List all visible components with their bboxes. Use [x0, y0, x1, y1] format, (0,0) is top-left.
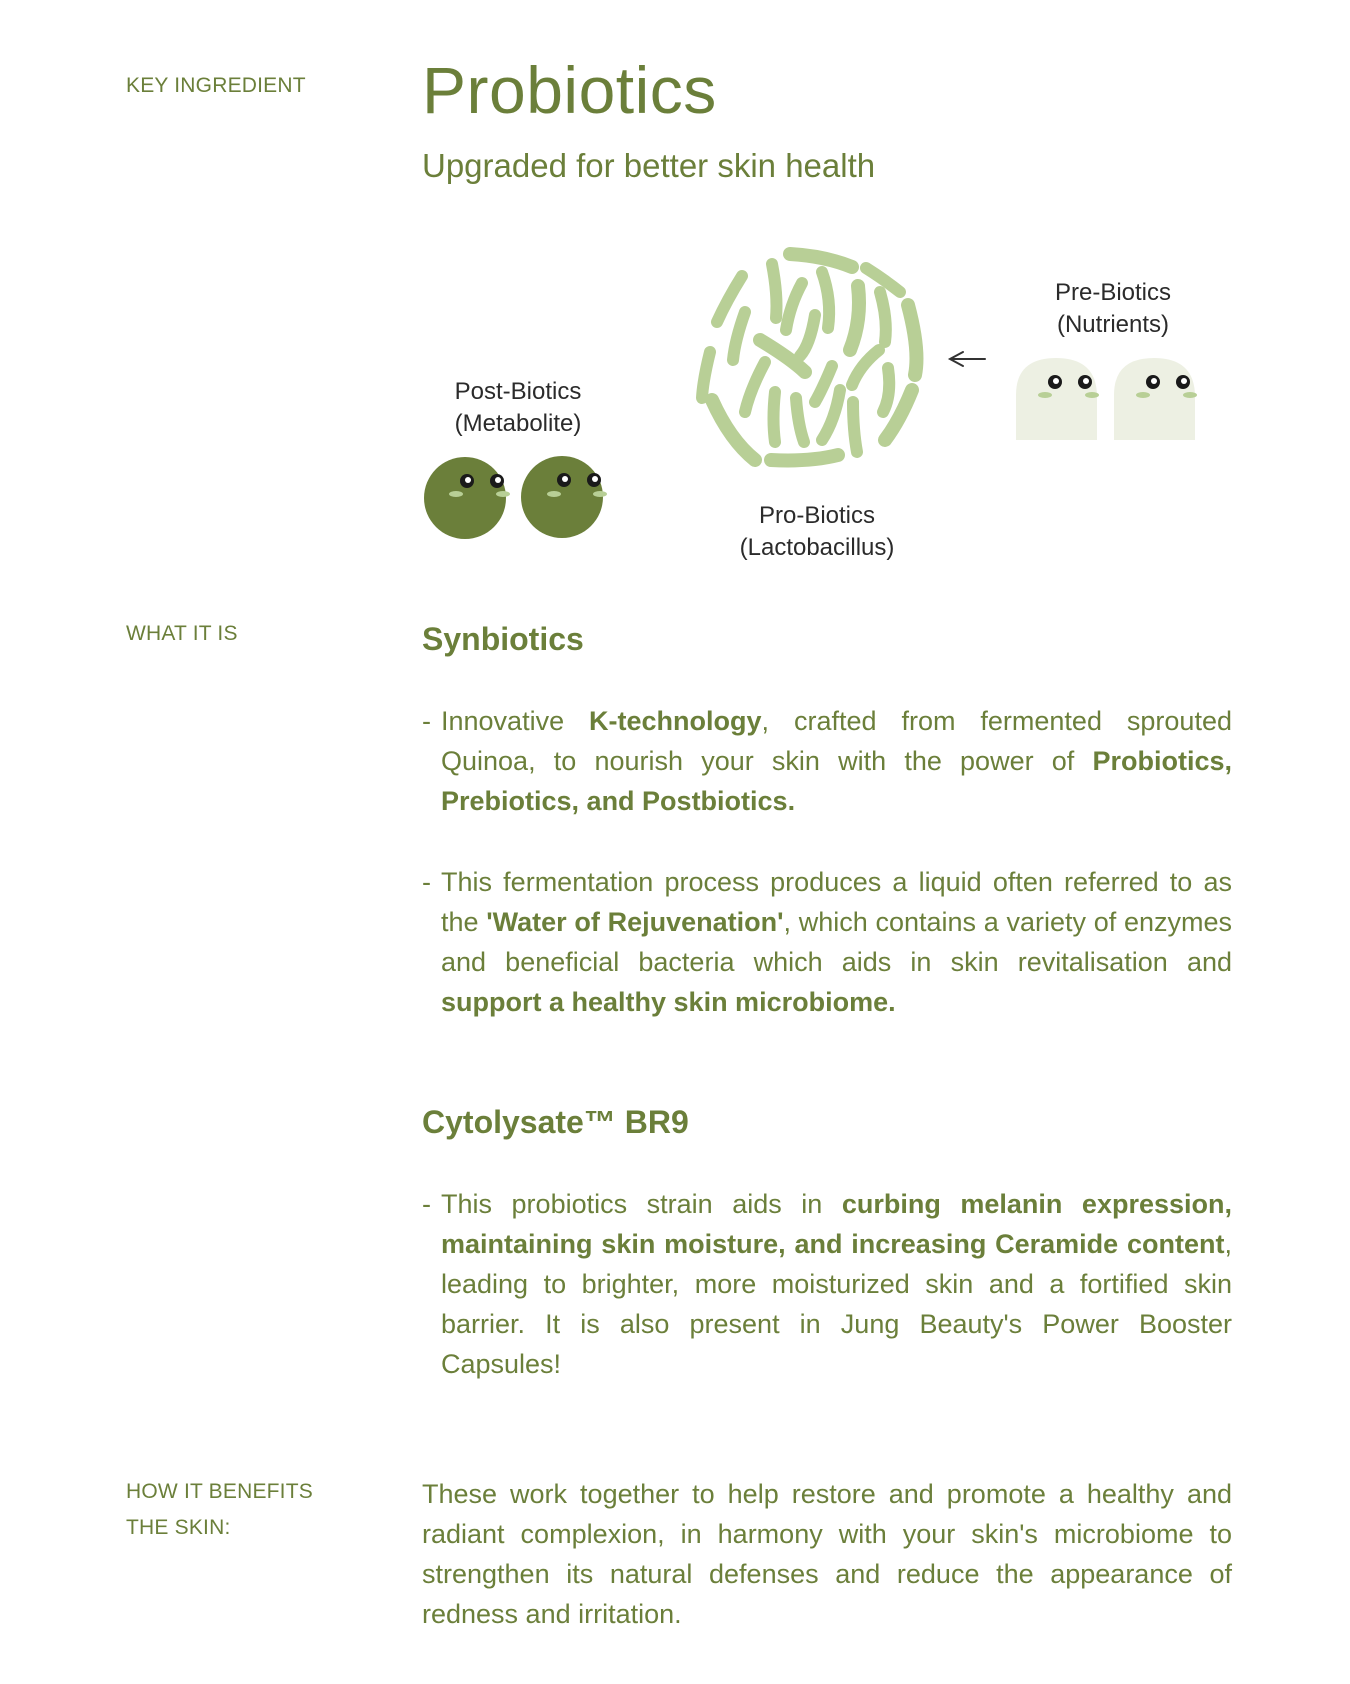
- synbiotics-heading: Synbiotics: [422, 621, 584, 657]
- probiotics-label-line2: (Lactobacillus): [739, 534, 895, 561]
- bullet-text: [441, 701, 1232, 821]
- bullet-dash: -: [422, 1189, 431, 1219]
- prebiotics-label: [983, 277, 1243, 341]
- bullet-text: [441, 1184, 1232, 1384]
- prebiotic-ghost-icon: [1016, 358, 1099, 440]
- emphasis-text: Probiotics, Prebiotics, and Postbiotics.: [441, 746, 1232, 816]
- body-text: Innovative: [441, 706, 590, 736]
- emphasis-text: curbing melanin expression, maintaining skin moisture, and increasing Ceramide content: [441, 1189, 1232, 1259]
- postbiotic-blob-icon: [424, 457, 510, 539]
- benefits-paragraph: These work together to help restore and promote a healthy and radiant complexion, in harmony with your skin's microbiome to strengthen its natural defenses and reduce the appearance of redness and irritation.: [422, 1479, 1232, 1629]
- key-ingredient-label: KEY INGREDIENT: [126, 74, 306, 97]
- benefits-label-line2: THE SKIN:: [126, 1516, 231, 1539]
- postbiotics-label-line1: Post-Biotics: [454, 378, 582, 405]
- emphasis-text: 'Water of Rejuvenation': [486, 907, 784, 937]
- what-it-is-label: WHAT IT IS: [126, 622, 238, 645]
- prebiotic-ghost-icon: [1114, 358, 1197, 440]
- bacteria-cluster-icon: [702, 254, 916, 460]
- body-text: This probiotics strain aids in: [441, 1189, 842, 1219]
- arrow-left-icon: [950, 352, 985, 366]
- synbiotics-bullet-2: [422, 862, 1232, 1022]
- page-title: Probiotics: [422, 53, 717, 127]
- prebiotics-label-line2: (Nutrients): [1056, 311, 1170, 338]
- benefits-label-line1: HOW IT BENEFITS: [126, 1480, 313, 1503]
- body-text: , which contains a variety of enzymes and beneficial bacteria which aids in skin revitalisation and: [441, 907, 1232, 977]
- emphasis-text: support a healthy skin microbiome.: [441, 987, 896, 1017]
- cytolysate-bullet-1: [422, 1184, 1232, 1384]
- bullet-text: [441, 862, 1232, 1022]
- bullet-dash: -: [422, 706, 431, 736]
- bullet-dash: -: [422, 867, 431, 897]
- emphasis-text: K-technology: [589, 706, 762, 736]
- body-text: This fermentation process produces a liquid often referred to as the: [441, 867, 1232, 937]
- body-text: , crafted from fermented sprouted Quinoa, to nourish your skin with the power of: [441, 706, 1232, 776]
- postbiotic-blob-icon: [521, 456, 607, 538]
- page-subtitle: Upgraded for better skin health: [422, 147, 876, 184]
- postbiotics-label-line2: (Metabolite): [454, 410, 582, 437]
- probiotics-label-line1: Pro-Biotics: [758, 502, 876, 529]
- prebiotics-label-line1: Pre-Biotics: [1054, 279, 1172, 306]
- cytolysate-heading: Cytolysate™ BR9: [422, 1104, 689, 1140]
- probiotics-label: [687, 500, 947, 564]
- body-text: , leading to brighter, more moisturized skin and a fortified skin barrier. It is also present in Jung Beauty's Power Booster Capsules!: [441, 1229, 1232, 1379]
- postbiotics-label: [388, 376, 648, 440]
- benefits-label: [126, 1474, 313, 1546]
- synbiotics-bullet-1: [422, 701, 1232, 821]
